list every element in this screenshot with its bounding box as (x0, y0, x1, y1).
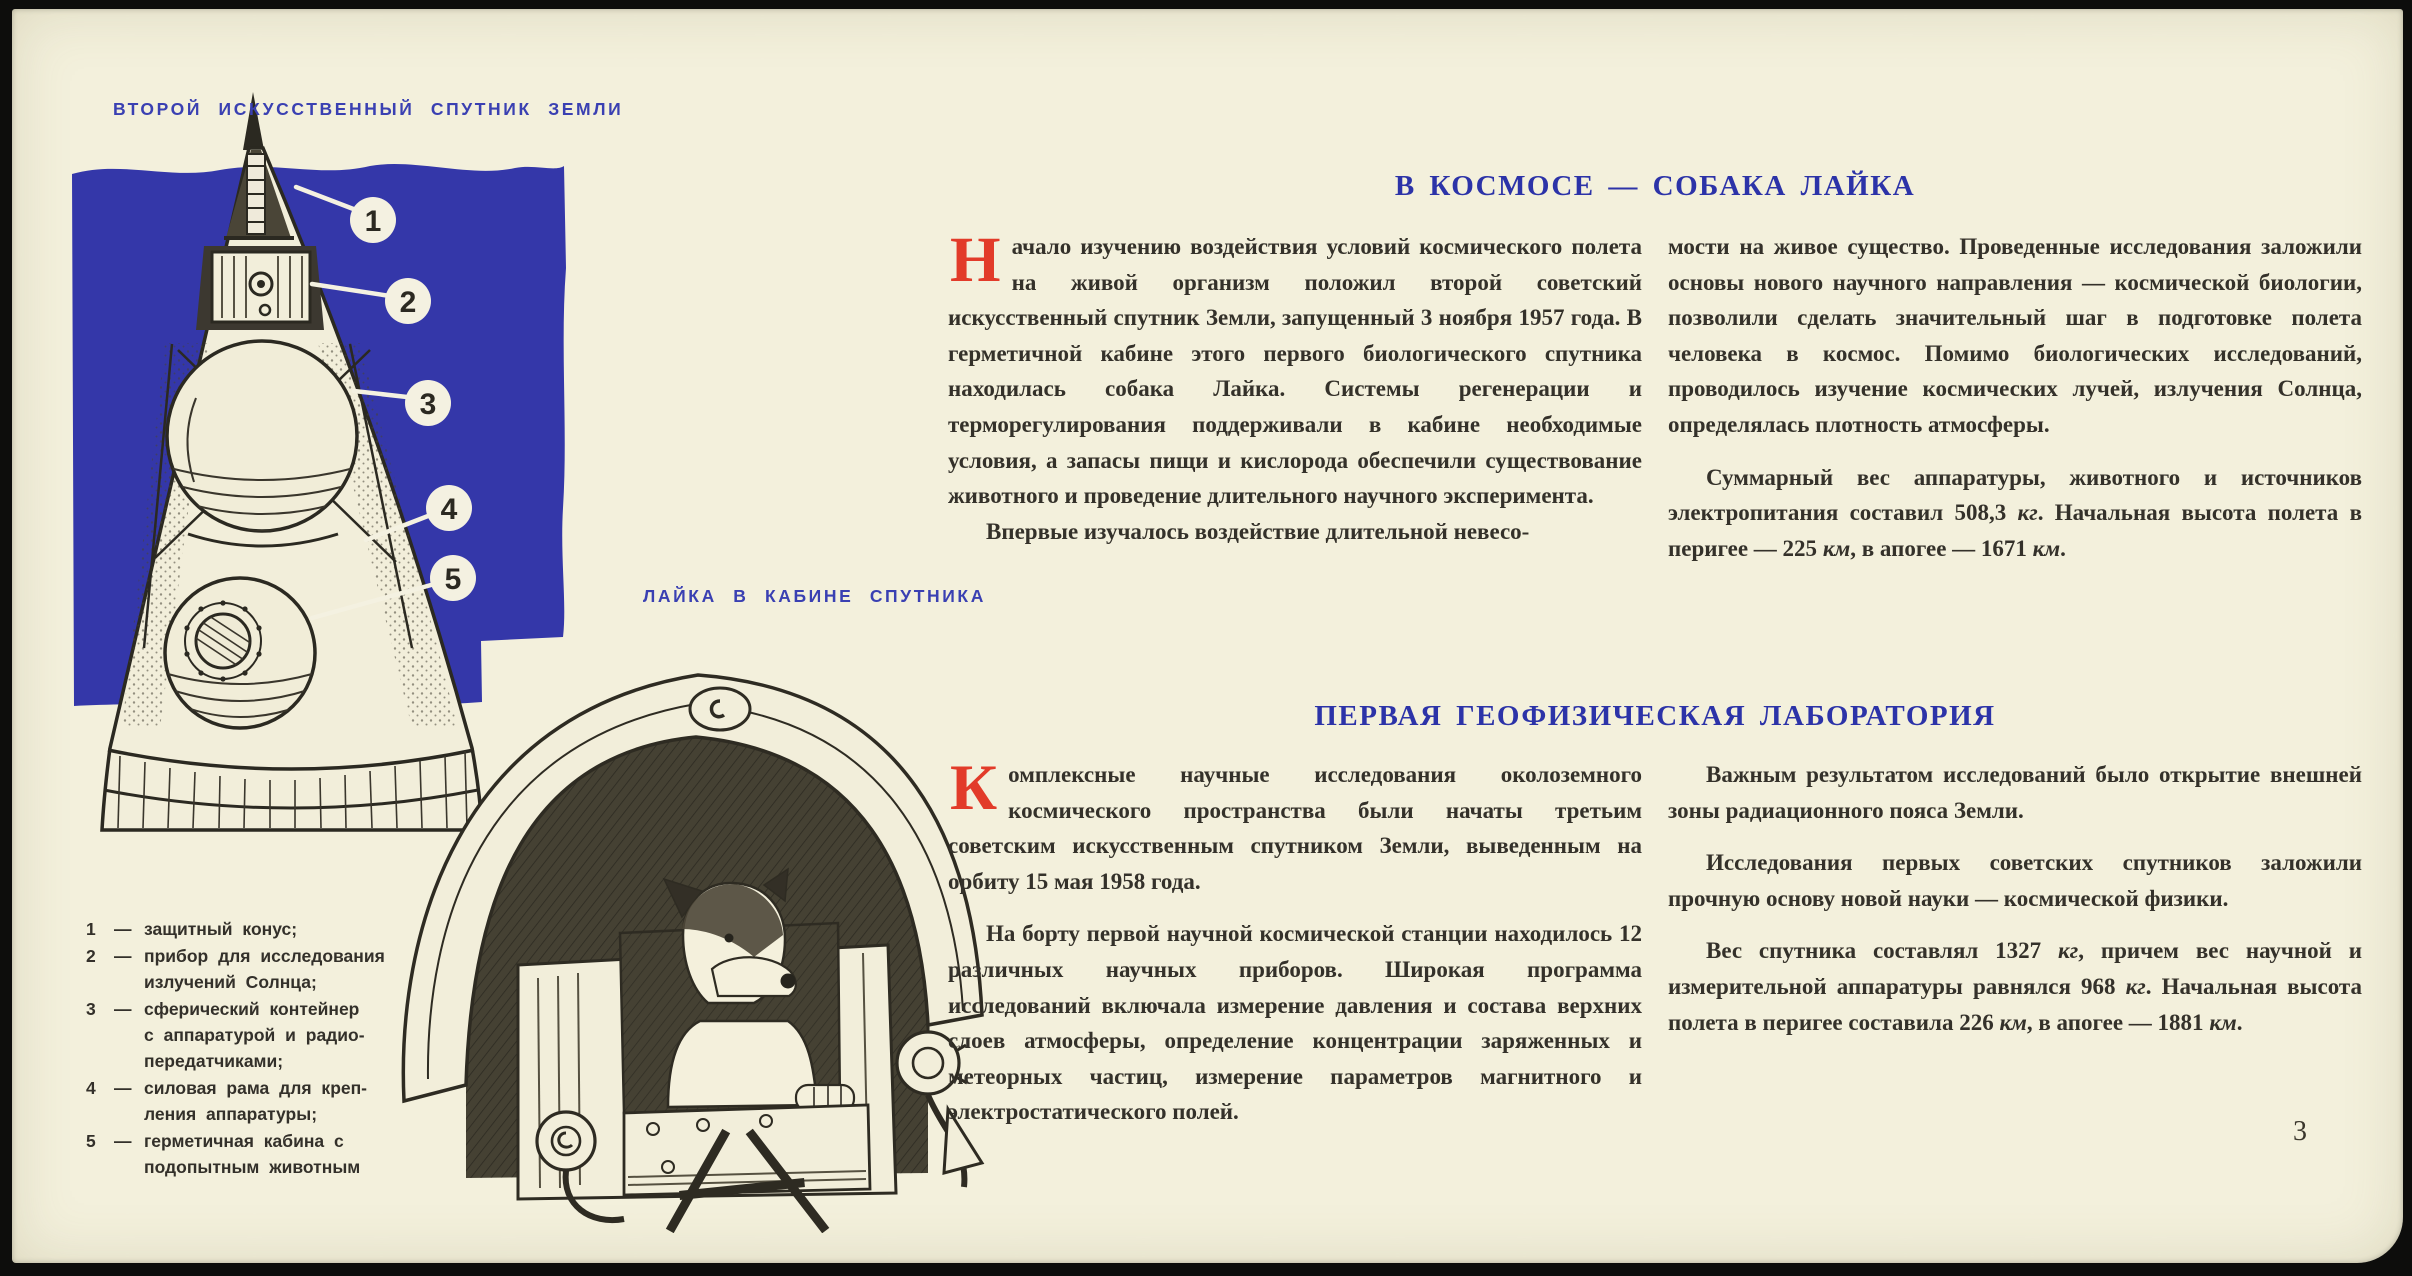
pressurized-cabin (165, 578, 315, 728)
legend-num: 5 (86, 1131, 96, 1151)
paragraph: Вес спутника составлял 1327 кг, причем вес научной и измерительной аппаратуры равнялся 968 кг. Начальная высота полета в перигее составила 226 км, в апогее — 1881 км. (1668, 938, 2362, 1035)
legend-num: 3 (86, 999, 96, 1019)
legend-item (86, 943, 416, 995)
drop-cap: К (950, 752, 998, 824)
legend-dash: — (114, 946, 132, 966)
legend-dash: — (114, 999, 132, 1019)
legend-item (86, 1128, 416, 1180)
legend-text: подопытным животным (144, 1157, 361, 1177)
paragraph: Важным результатом исследований было открытие внешней зоны радиационного пояса Земли. (1668, 762, 2362, 823)
laika-figure-caption: ЛАЙКА В КАБИНЕ СПУТНИКА (643, 586, 986, 606)
legend-text: излучений Солнца; (144, 972, 317, 992)
paragraph: Впервые изучалось воздействие длительной невесо- (986, 518, 1530, 544)
paragraph: мости на живое существо. Проведенные исследования заложили основы нового научного направления — космической биологии, позволили сделать значительный шаг в подготовке полета человека в космос. Помимо биологических исследований, проводилось изучение космических лучей, излучения Солнца, определялась плотность атмосферы. (1668, 234, 2362, 437)
drop-cap: Н (950, 224, 1001, 296)
legend-text: передатчиками; (144, 1051, 284, 1071)
section-2-title: ПЕРВАЯ ГЕОФИЗИЧЕСКАЯ ЛАБОРАТОРИЯ (1314, 700, 1996, 732)
laika-capsule-figure (368, 633, 1008, 1233)
paragraph: Комплексные научные исследования околоземного космического пространства были начаты третьим советским искусственным спутником Земли, выведенным на орбиту 15 мая 1958 года. (948, 752, 1642, 894)
paragraph: Исследования первых советских спутников заложили прочную основу новой науки — космической физики. (1668, 850, 2362, 911)
dog-eye (725, 934, 734, 943)
section-1-column-2 (1668, 229, 2362, 566)
legend-dash: — (114, 1131, 132, 1151)
sill-panel (624, 1105, 870, 1195)
section-1-column-1 (948, 224, 1642, 566)
section-2-column-1 (948, 752, 1642, 1130)
legend-item (86, 1075, 416, 1127)
dog-chest (668, 1021, 817, 1107)
legend-item (86, 996, 416, 1074)
satellite-figure-caption: ВТОРОЙ ИСКУССТВЕННЫЙ СПУТНИК ЗЕМЛИ (113, 99, 624, 119)
page-number: 3 (2293, 1116, 2307, 1147)
callout-2: 2 (399, 286, 417, 319)
satellite-legend (86, 916, 416, 1181)
callout-3: 3 (419, 388, 437, 421)
legend-text: защитный конус; (144, 919, 298, 939)
legend-text: сферический контейнер (144, 999, 360, 1019)
porthole (196, 614, 250, 668)
legend-num: 4 (86, 1078, 96, 1098)
callout-4: 4 (440, 493, 458, 526)
callout-5: 5 (444, 563, 462, 596)
dog-nose (781, 974, 796, 989)
callout-1: 1 (364, 205, 382, 238)
legend-item (86, 916, 416, 942)
paragraph: На борту первой научной космической станции находилось 12 различных научных приборов. Широкая программа исследований включала измерение давления и состава верхних слоев атмосферы, определение концентрации заряженных и метеорных частиц, измерение параметров магнитного и электростатического полей. (948, 921, 1642, 1125)
section-1-title: В КОСМОСЕ — СОБАКА ЛАЙКА (1394, 170, 1916, 202)
legend-dash: — (114, 1078, 132, 1098)
solar-instrument-box (196, 246, 324, 330)
legend-text: герметичная кабина с (144, 1131, 344, 1151)
section-2-columns (948, 752, 2362, 1130)
legend-text: с аппаратурой и радио- (144, 1025, 365, 1045)
legend-dash: — (114, 919, 132, 939)
section-2-column-2 (1668, 757, 2362, 1130)
legend-text: силовая рама для креп- (144, 1078, 368, 1098)
paragraph: Суммарный вес аппаратуры, животного и источников электропитания составил 508,3 кг. Начальная высота полета в перигее — 225 км, в апогее — 1671 км. (1668, 464, 2362, 561)
paragraph: Начало изучению воздействия условий космического полета на живой организм положил второй советский искусственный спутник Земли, запущенный 3 ноября 1957 года. В герметичной кабине этого первого биологического спутника находилась собака Лайка. Системы регенерации и терморегулирования поддерживали в кабине необходимые условия, а запасы пищи и кислорода обеспечили существование животного и проведение длительного научного эксперимента. (948, 224, 1642, 509)
section-1-columns (948, 224, 2362, 566)
legend-text: прибор для исследования (144, 946, 385, 966)
legend-num: 1 (86, 919, 96, 939)
legend-text: ления аппаратуры; (144, 1104, 318, 1124)
legend-num: 2 (86, 946, 96, 966)
top-valve (690, 688, 750, 730)
